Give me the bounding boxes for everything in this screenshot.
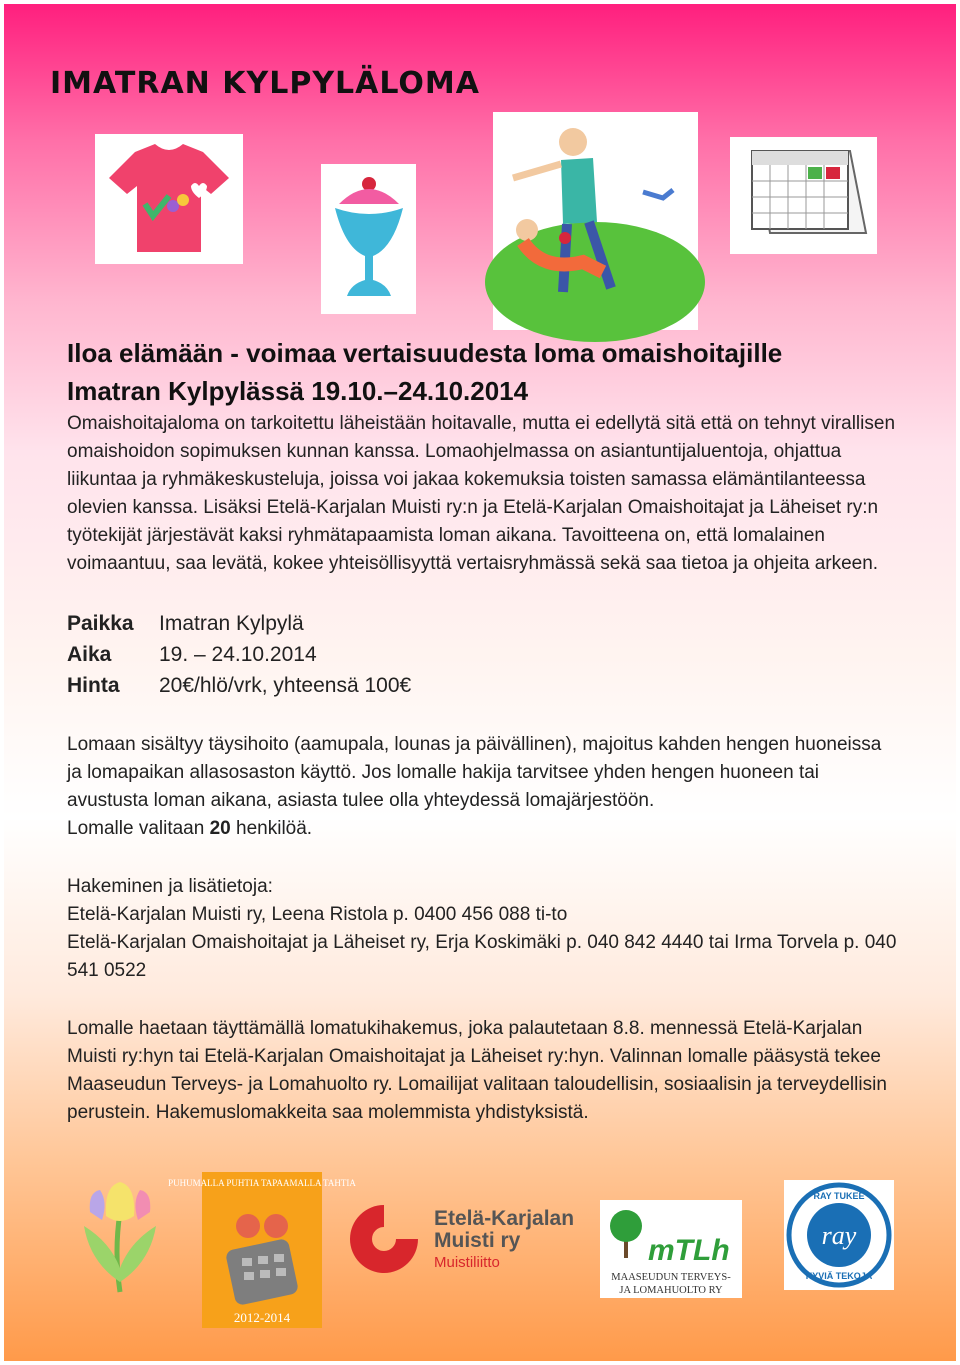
price-label: Hinta	[67, 674, 120, 697]
time-label: Aika	[67, 643, 112, 666]
price-value: 20€/hlö/vrk, yhteensä 100€	[159, 674, 412, 697]
mtlh-line1: MAASEUDUN TERVEYS-	[611, 1272, 731, 1283]
application-section	[67, 1015, 897, 1127]
application-paragraph: Lomalle haetaan täyttämällä lomatukihakemus, joka palautetaan 8.8. mennessä Etelä-Karjalan Muisti ry:hyn tai Etelä-Karjalan Omaishoitajat ja Läheiset ry:hyn. Valinnan lomalle pääsystä tekee Maaseudun Terveys- ja Lomahuolto ry. Lomailijat valitaan taloudellisin, sosiaalisin ja terveydellisin perustein. Hakemuslomakkeita saa molemmista yhdistyksistä.	[67, 1018, 887, 1123]
mtlh-name: mTLh	[648, 1234, 730, 1267]
contacts-section	[67, 873, 897, 985]
muisti-name-line3: Muistiliitto	[434, 1254, 500, 1271]
event-heading	[67, 334, 897, 410]
poster-page	[4, 4, 956, 1361]
included-section	[67, 731, 897, 843]
ice-cream-picture	[321, 164, 416, 314]
campaign-poster-logo	[168, 1172, 356, 1328]
place-row	[67, 608, 897, 639]
contact-omaishoitajat: Etelä-Karjalan Omaishoitajat ja Läheiset ry, Erja Koskimäki p. 040 842 4440 tai Irma Torvela p. 040 541 0522	[67, 932, 897, 981]
poster-years: 2012-2014	[233, 1310, 291, 1325]
selected-count-line	[67, 815, 897, 843]
event-info	[67, 608, 897, 701]
ray-center-text: ray	[821, 1221, 857, 1250]
ray-top-text: RAY TUKEE	[813, 1191, 865, 1201]
mtlh-logo	[600, 1200, 742, 1298]
selected-count: 20	[209, 818, 231, 839]
event-heading-line1: Iloa elämään - voimaa vertaisuudesta loma omaishoitajille	[67, 338, 783, 368]
time-row	[67, 639, 897, 670]
calendar-picture	[730, 137, 877, 254]
ray-logo	[784, 1180, 894, 1290]
event-heading-line2: Imatran Kylpylässä 19.10.–24.10.2014	[67, 376, 529, 406]
poster-text: PUHUMALLA PUHTIA TAPAAMALLA TAHTIA	[168, 1178, 356, 1188]
mtlh-line2: JA LOMAHUOLTO RY	[619, 1285, 723, 1296]
muisti-logo	[344, 1199, 579, 1279]
included-paragraph: Lomaan sisältyy täysihoito (aamupala, lounas ja päivällinen), majoitus kahden hengen huoneissa ja lomapaikan allasosaston käyttö. Jos lomalle hakija tarvitsee yhden hengen huoneen tai avustusta loman aikana, asiasta tulee olla yhteydessä lomajärjestöön.	[67, 734, 882, 811]
ray-bottom-text: HYVIÄ TEKOJA	[805, 1271, 873, 1281]
selected-prefix: Lomalle valitaan	[67, 818, 205, 839]
place-value: Imatran Kylpylä	[159, 612, 304, 635]
muisti-name-line2: Muisti ry	[434, 1229, 521, 1252]
main-content	[67, 334, 897, 1127]
price-row	[67, 670, 897, 701]
contacts-heading: Hakeminen ja lisätietoja:	[67, 876, 273, 897]
time-value: 19. – 24.10.2014	[159, 643, 317, 666]
selected-suffix: henkilöä.	[236, 818, 313, 839]
page-title: IMATRAN KYLPYLÄLOMA	[50, 66, 480, 101]
exercise-picture	[493, 112, 698, 330]
contact-muisti: Etelä-Karjalan Muisti ry, Leena Ristola p. 0400 456 088 ti-to	[67, 904, 568, 925]
tulip-logo	[70, 1172, 170, 1302]
place-label: Paikka	[67, 612, 134, 635]
intro-paragraph: Omaishoitajaloma on tarkoitettu läheistään hoitavalle, mutta ei edellytä sitä että on tehnyt virallisen omaishoidon sopimuksen kunnan kanssa. Lomaohjelmassa on asiantuntijaluentoja, ohjattua liikuntaa ja ryhmäkeskusteluja, joissa voi jakaa kokemuksia toisten samassa elämäntilanteessa olevien kanssa. Lisäksi Etelä-Karjalan Muisti ry:n ja Etelä-Karjalan Omaishoitajat ja Läheiset ry:n työtekijät järjestävät kaksi ryhmätapaamista loman aikana. Tavoitteena on, että lomalainen voimaantuu, saa levätä, kokee yhteisöllisyyttä vertaisryhmässä sekä saa tietoa ja ohjeita arkeen.	[67, 413, 896, 574]
muisti-name-line1: Etelä-Karjalan	[434, 1207, 575, 1230]
tshirt-picture	[95, 134, 243, 264]
